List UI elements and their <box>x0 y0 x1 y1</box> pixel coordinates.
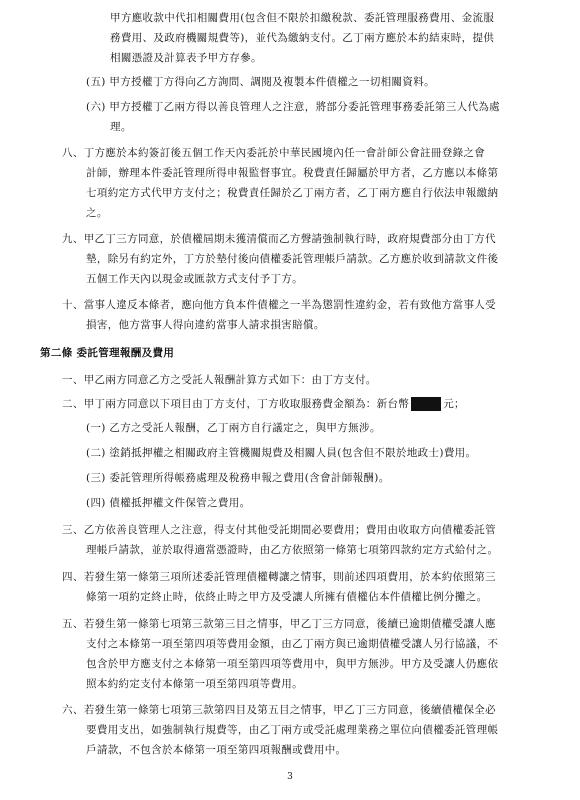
section-2-item-5-line4: 照本約約定支付本條第一項至第四項等費用。 <box>86 678 303 690</box>
section-heading: 第二條 委託管理報酬及費用 <box>40 347 175 359</box>
item-2-text: 二、甲丁兩方同意以下項目由丁方支付，丁方收取服務費金額為：新台幣 <box>62 398 410 410</box>
section-2-item-5-line3: 包含於甲方應支付之本條第一項至第四項等費用中，與甲方無涉。甲方及受讓人仍應依 <box>86 658 499 670</box>
clause-8-line4: 之。 <box>86 207 108 219</box>
clause-9-line3: 五個工作天內以現金或匯款方式支付予丁方。 <box>86 273 303 285</box>
clause-10-line1: 十、當事人違反本條者，應向他方負本件債權之一半為懲罰性違約金，若有致他方當事人受 <box>62 299 496 311</box>
section-2-item-6-line3: 戶請款，不包含於本條第一項至第四項報酬或費用中。 <box>86 744 347 756</box>
item-6-line1: (六) 甲方授權丁乙兩方得以善良管理人之注意，將部分委託管理事務委託第三人代為處 <box>86 101 501 113</box>
section-2-item-3-line2: 理帳戶請款，並於取得適當憑證時，由乙方依照第一條第七項第四款約定方式給付之。 <box>86 544 499 556</box>
sub-item-1: (一) 乙方之受託人報酬，乙丁兩方自行議定之，與甲方無涉。 <box>86 422 381 434</box>
clause-8-line1: 八、丁方應於本約簽訂後五個工作天內委託於中華民國境內任一會計師公會註冊登錄之會 <box>62 147 486 159</box>
section-2-item-4-line1: 四、若發生第一條第三項所述委託管理債權轉讓之情事，則前述四項費用，於本約依照第三 <box>62 571 496 583</box>
section-2-item-2 <box>62 394 465 414</box>
section-2-item-5-line1: 五、若發生第一條第七項第三款第三目之情事，甲乙丁三方同意，後續已逾期債權受讓人應 <box>62 618 496 630</box>
item-6-line2: 理。 <box>110 121 132 133</box>
clause-9-line2: 墊，除另有約定外，丁方於墊付後向債權委託管理帳戶請款。乙方應於收到請款文件後 <box>86 253 499 265</box>
sub-item-2: (二) 塗銷抵押權之相關政府主管機關規費及相關人員(包含但不限於地政士)費用。 <box>86 447 477 459</box>
item-5: (五) 甲方授權丁方得向乙方詢問、調閱及複製本件債權之一切相關資料。 <box>86 76 435 88</box>
section-2-item-3-line1: 三、乙方依善良管理人之注意，得支付其他受託期間必要費用；費用由收取方向債權委託管 <box>62 524 496 536</box>
section-2-item-4-line2: 條第一項約定終止時，依終止時之甲方及受讓人所擁有債權佔本件債權比例分攤之。 <box>86 591 488 603</box>
section-2-item-6-line2: 要費用支出，如強制執行規費等，由乙丁兩方或受託處理業務之單位向債權委託管理帳 <box>86 724 499 736</box>
clause-10-line2: 損害，他方當事人得向違約當事人請求損害賠償。 <box>86 319 325 331</box>
item-2-unit: 元； <box>443 398 465 410</box>
section-2-item-5-line2: 支付之本條第一項至第四項等費用金額，由乙丁兩方與已逾期債權受讓人另行協議，不 <box>86 638 499 650</box>
section-2-item-1: 一、甲乙兩方同意乙方之受託人報酬計算方式如下：由丁方支付。 <box>62 374 377 386</box>
page-number: 3 <box>287 772 293 782</box>
section-2-item-6-line1: 六、若發生第一條第七項第三款第四目及第五目之情事，甲乙丁三方同意，後續債權保全必 <box>62 704 496 716</box>
clause-8-line2: 計師，辦理本件委託管理所得申報監督事宜。稅費責任歸屬於甲方者，乙方應以本條第 <box>86 167 499 179</box>
clause-9-line1: 九、甲乙丁三方同意，於債權屆期未獲清償而乙方聲請強制執行時，政府規費部分由丁方代 <box>62 233 496 245</box>
clause-8-line3: 七項約定方式代甲方支付之；稅費責任歸於乙丁兩方者，乙丁兩方應自行依法申報繳納 <box>86 187 499 199</box>
sub-item-3: (三) 委託管理所得帳務處理及稅務申報之費用(含會計師報酬)。 <box>86 472 390 484</box>
redacted-amount <box>411 397 441 411</box>
paragraph-line: 務費用、及政府機關規費等)，並代為繳納支付。乙丁兩方應於本約結束時，提供 <box>110 32 495 44</box>
paragraph-line: 相關憑證及計算表予甲方存參。 <box>110 52 262 64</box>
paragraph-line: 甲方應收款中代扣相關費用(包含但不限於扣繳稅款、委託管理服務費用、金流服 <box>110 12 495 24</box>
sub-item-4: (四) 債權抵押權文件保管之費用。 <box>86 497 251 509</box>
